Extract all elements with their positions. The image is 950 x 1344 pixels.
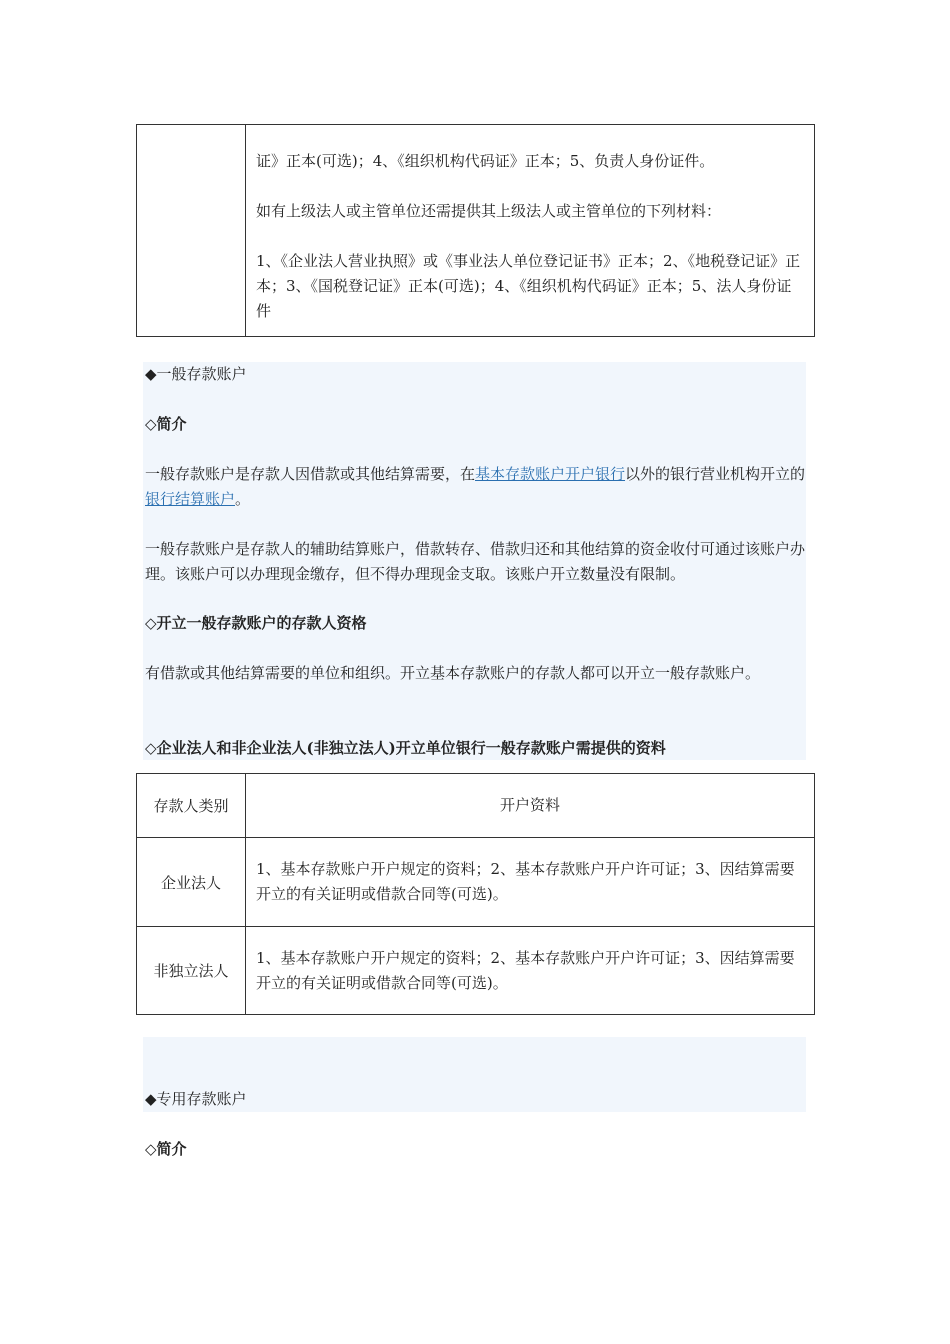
basic-account-bank-link[interactable]: 基本存款账户开户银行 (475, 465, 626, 483)
general-intro-text-b: 以外的银行营业机构开立的 (625, 465, 806, 483)
row-category: 非独立法人 (137, 927, 246, 1014)
continued-materials-cell (246, 125, 814, 336)
general-intro-text-a: 一般存款账户是存款人因借款或其他结算需要，在 (145, 465, 476, 483)
empty-category-cell (137, 125, 246, 336)
general-account-heading: ◆一般存款账户 (145, 365, 247, 383)
row-materials: 1、基本存款账户开户规定的资料；2、基本存款账户开户许可证；3、因结算需要开立的有关证明或借款合同等(可选)。 (256, 948, 795, 992)
general-intro-heading: ◇简介 (145, 415, 187, 433)
row-category: 企业法人 (137, 838, 246, 926)
table-header-row (137, 774, 814, 837)
general-intro-paragraph (145, 462, 810, 512)
special-intro-heading: ◇简介 (145, 1140, 187, 1158)
special-account-heading: ◆专用存款账户 (145, 1090, 247, 1108)
general-intro-text-c: 。 (235, 490, 251, 508)
continued-materials-table (136, 124, 815, 337)
header-category: 存款人类别 (137, 774, 246, 837)
qualification-text: 有借款或其他结算需要的单位和组织。开立基本存款账户的存款人都可以开立一般存款账户。 (145, 664, 761, 682)
table-row (137, 837, 814, 926)
qualification-heading: ◇开立一般存款账户的存款人资格 (145, 614, 367, 632)
superior-unit-materials: 1、《企业法人营业执照》或《事业法人单位登记证书》正本；2、《地税登记证》正本；3、《国税登记证》正本(可选)；4、《组织机构代码证》正本；5、法人身份证件 (256, 252, 801, 320)
superior-unit-note: 如有上级法人或主管单位还需提供其上级法人或主管单位的下列材料： (256, 202, 722, 220)
documents-table (136, 773, 815, 1015)
header-materials: 开户资料 (499, 796, 560, 814)
documents-heading: ◇企业法人和非企业法人(非独立法人)开立单位银行一般存款账户需提供的资料 (145, 739, 666, 757)
materials-continuation: 证》正本(可选)；4、《组织机构代码证》正本；5、负责人身份证件。 (256, 152, 715, 170)
table-row (137, 926, 814, 1014)
row-materials: 1、基本存款账户开户规定的资料；2、基本存款账户开户许可证；3、因结算需要开立的有关证明或借款合同等(可选)。 (256, 860, 795, 903)
general-intro-paragraph-2: 一般存款账户是存款人的辅助结算账户，借款转存、借款归还和其他结算的资金收付可通过该账户办理。该账户可以办理现金缴存，但不得办理现金支取。该账户开立数量没有限制。 (145, 540, 806, 583)
bank-settlement-account-link[interactable]: 银行结算账户 (145, 490, 236, 508)
